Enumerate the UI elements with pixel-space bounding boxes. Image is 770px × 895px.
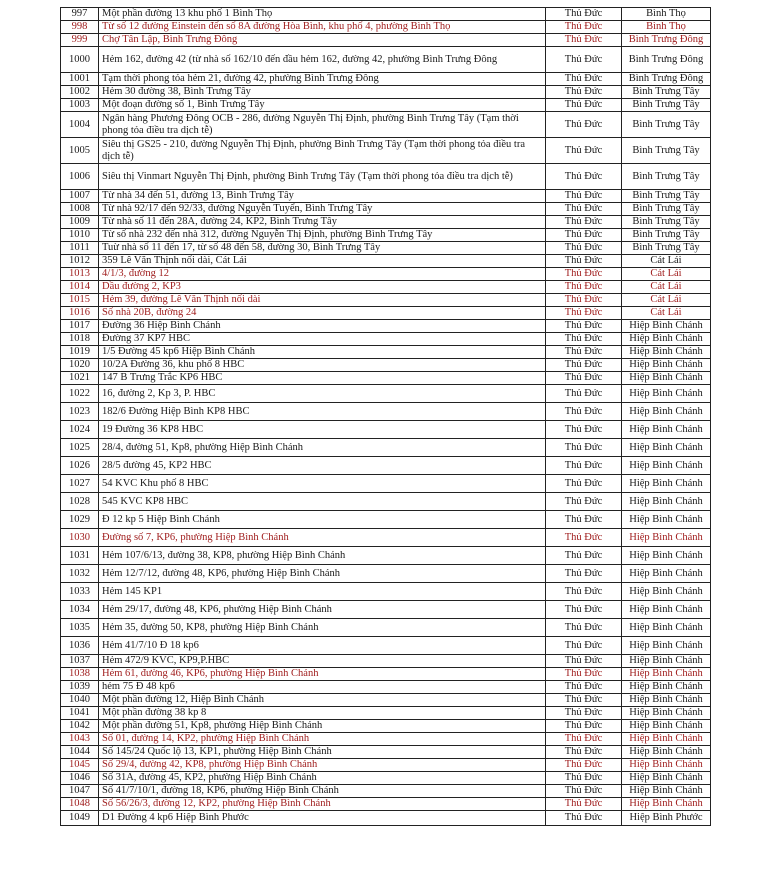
ward-cell: Hiệp Bình Chánh: [622, 733, 711, 746]
address-cell: 19 Đường 36 KP8 HBC: [99, 421, 546, 439]
row-number: 1017: [61, 320, 99, 333]
row-number: 1046: [61, 772, 99, 785]
district-cell: Thủ Đức: [546, 281, 622, 294]
ward-cell: Bình Trưng Tây: [622, 99, 711, 112]
ward-cell: Cát Lái: [622, 307, 711, 320]
address-cell: 4/1/3, đường 12: [99, 268, 546, 281]
row-number: 1047: [61, 785, 99, 798]
ward-cell: Hiệp Bình Chánh: [622, 547, 711, 565]
ward-cell: Bình Trưng Tây: [622, 203, 711, 216]
row-number: 1034: [61, 601, 99, 619]
district-cell: Thủ Đức: [546, 190, 622, 203]
district-cell: Thủ Đức: [546, 164, 622, 190]
row-number: 998: [61, 21, 99, 34]
district-cell: Thủ Đức: [546, 733, 622, 746]
district-cell: Thủ Đức: [546, 694, 622, 707]
row-number: 1014: [61, 281, 99, 294]
row-number: 1043: [61, 733, 99, 746]
address-cell: Hẻm 107/6/13, đường 38, KP8, phường Hiệp Bình Chánh: [99, 547, 546, 565]
ward-cell: Hiệp Bình Chánh: [622, 565, 711, 583]
table-row: [61, 637, 711, 655]
district-cell: Thủ Đức: [546, 99, 622, 112]
table-row: [61, 372, 711, 385]
row-number: 1036: [61, 637, 99, 655]
row-number: 1022: [61, 385, 99, 403]
district-cell: Thủ Đức: [546, 372, 622, 385]
table-row: [61, 421, 711, 439]
address-cell: 16, đường 2, Kp 3, P. HBC: [99, 385, 546, 403]
table-row: [61, 268, 711, 281]
ward-cell: Hiệp Bình Chánh: [622, 493, 711, 511]
district-cell: Thủ Đức: [546, 668, 622, 681]
district-cell: Thủ Đức: [546, 565, 622, 583]
address-cell: D1 Đường 4 kp6 Hiệp Bình Phước: [99, 811, 546, 826]
address-cell: Số 145/24 Quốc lộ 13, KP1, phường Hiệp Bình Chánh: [99, 746, 546, 759]
table-row: [61, 34, 711, 47]
district-cell: Thủ Đức: [546, 759, 622, 772]
district-cell: Thủ Đức: [546, 457, 622, 475]
row-number: 1012: [61, 255, 99, 268]
row-number: 1045: [61, 759, 99, 772]
table-row: [61, 307, 711, 320]
ward-cell: Hiệp Bình Chánh: [622, 798, 711, 811]
address-cell: 1/5 Đường 45 kp6 Hiệp Bình Chánh: [99, 346, 546, 359]
district-cell: Thủ Đức: [546, 73, 622, 86]
row-number: 1011: [61, 242, 99, 255]
table-row: [61, 619, 711, 637]
ward-cell: Hiệp Bình Chánh: [622, 668, 711, 681]
row-number: 1026: [61, 457, 99, 475]
ward-cell: Hiệp Bình Chánh: [622, 601, 711, 619]
address-cell: Đ 12 kp 5 Hiệp Bình Chánh: [99, 511, 546, 529]
table-row: [61, 668, 711, 681]
district-cell: Thủ Đức: [546, 785, 622, 798]
row-number: 1006: [61, 164, 99, 190]
address-cell: Từ nhà số 11 đến 28A, đường 24, KP2, Bình Trưng Tây: [99, 216, 546, 229]
ward-cell: Hiệp Bình Chánh: [622, 475, 711, 493]
ward-cell: Hiệp Bình Chánh: [622, 529, 711, 547]
ward-cell: Hiệp Bình Chánh: [622, 720, 711, 733]
address-cell: 545 KVC KP8 HBC: [99, 493, 546, 511]
district-cell: Thủ Đức: [546, 8, 622, 21]
ward-cell: Hiệp Bình Chánh: [622, 333, 711, 346]
table-row: [61, 811, 711, 826]
row-number: 1009: [61, 216, 99, 229]
row-number: 1016: [61, 307, 99, 320]
table-row: [61, 733, 711, 746]
row-number: 1025: [61, 439, 99, 457]
row-number: 1040: [61, 694, 99, 707]
district-cell: Thủ Đức: [546, 421, 622, 439]
ward-cell: Bình Trưng Đông: [622, 73, 711, 86]
ward-cell: Hiệp Bình Chánh: [622, 655, 711, 668]
district-cell: Thủ Đức: [546, 619, 622, 637]
district-cell: Thủ Đức: [546, 529, 622, 547]
address-cell: Ngân hàng Phương Đông OCB - 286, đường Nguyễn Thị Định, phường Bình Trưng Tây (Tạm thời phong tỏa điều tra dịch tễ): [99, 112, 546, 138]
address-cell: Số 56/26/3, đường 12, KP2, phường Hiệp Bình Chánh: [99, 798, 546, 811]
table-row: [61, 583, 711, 601]
address-cell: Chợ Tân Lập, Bình Trưng Đông: [99, 34, 546, 47]
row-number: 1023: [61, 403, 99, 421]
district-cell: Thủ Đức: [546, 21, 622, 34]
address-cell: Từ nhà 34 đến 51, đường 13, Bình Trưng Tây: [99, 190, 546, 203]
district-cell: Thủ Đức: [546, 637, 622, 655]
district-cell: Thủ Đức: [546, 583, 622, 601]
district-cell: Thủ Đức: [546, 138, 622, 164]
address-cell: Từ số 12 đường Einstein đến số 8A đường Hòa Bình, khu phố 4, phường Bình Thọ: [99, 21, 546, 34]
row-number: 1048: [61, 798, 99, 811]
table-row: [61, 21, 711, 34]
district-cell: Thủ Đức: [546, 798, 622, 811]
row-number: 1008: [61, 203, 99, 216]
ward-cell: Bình Trưng Tây: [622, 229, 711, 242]
ward-cell: Hiệp Bình Chánh: [622, 785, 711, 798]
ward-cell: Hiệp Bình Chánh: [622, 511, 711, 529]
table-row: [61, 255, 711, 268]
row-number: 1041: [61, 707, 99, 720]
ward-cell: Cát Lái: [622, 268, 711, 281]
ward-cell: Bình Trưng Tây: [622, 164, 711, 190]
district-cell: Thủ Đức: [546, 216, 622, 229]
table-row: [61, 359, 711, 372]
address-cell: Hẻm 39, đường Lê Văn Thịnh nối dài: [99, 294, 546, 307]
table-row: [61, 281, 711, 294]
row-number: 1013: [61, 268, 99, 281]
address-cell: Tuừ nhà số 11 đến 17, từ số 48 đến 58, đường 30, Bình Trưng Tây: [99, 242, 546, 255]
address-cell: hẻm 75 Đ 48 kp6: [99, 681, 546, 694]
address-cell: Hẻm 162, đường 42 (từ nhà số 162/10 đến đầu hẻm 162, đường 42, phường Bình Trưng Đông: [99, 47, 546, 73]
district-cell: Thủ Đức: [546, 333, 622, 346]
row-number: 1038: [61, 668, 99, 681]
table-body: [61, 8, 711, 826]
row-number: 1020: [61, 359, 99, 372]
district-cell: Thủ Đức: [546, 294, 622, 307]
ward-cell: Hiệp Bình Chánh: [622, 421, 711, 439]
address-cell: Đường 37 KP7 HBC: [99, 333, 546, 346]
district-cell: Thủ Đức: [546, 655, 622, 668]
row-number: 999: [61, 34, 99, 47]
table-row: [61, 457, 711, 475]
ward-cell: Bình Thọ: [622, 21, 711, 34]
row-number: 1000: [61, 47, 99, 73]
address-cell: Một phần đường 38 kp 8: [99, 707, 546, 720]
table-row: [61, 86, 711, 99]
lockdown-locations-table: [60, 7, 711, 826]
table-row: [61, 138, 711, 164]
table-row: [61, 707, 711, 720]
district-cell: Thủ Đức: [546, 475, 622, 493]
ward-cell: Hiệp Bình Chánh: [622, 619, 711, 637]
address-cell: Từ nhà 92/17 đến 92/33, đường Nguyễn Tuyển, Bình Trưng Tây: [99, 203, 546, 216]
table-row: [61, 242, 711, 255]
district-cell: Thủ Đức: [546, 320, 622, 333]
ward-cell: Hiệp Bình Chánh: [622, 681, 711, 694]
ward-cell: Bình Trưng Đông: [622, 34, 711, 47]
address-cell: Tạm thời phong tỏa hẻm 21, đường 42, phường Bình Trưng Đông: [99, 73, 546, 86]
row-number: 1031: [61, 547, 99, 565]
table-row: [61, 601, 711, 619]
district-cell: Thủ Đức: [546, 811, 622, 826]
address-cell: Một phần đường 12, Hiệp Bình Chánh: [99, 694, 546, 707]
table-row: [61, 346, 711, 359]
table-row: [61, 681, 711, 694]
address-cell: Hẻm 12/7/12, đường 48, KP6, phường Hiệp Bình Chánh: [99, 565, 546, 583]
ward-cell: Bình Trưng Đông: [622, 47, 711, 73]
address-cell: Từ số nhà 232 đến nhà 312, đường Nguyễn Thị Định, phường Bình Trưng Tây: [99, 229, 546, 242]
row-number: 1001: [61, 73, 99, 86]
ward-cell: Bình Trưng Tây: [622, 242, 711, 255]
row-number: 1010: [61, 229, 99, 242]
row-number: 1021: [61, 372, 99, 385]
address-cell: 28/5 đường 45, KP2 HBC: [99, 457, 546, 475]
address-cell: Một đoạn đường số 1, Bình Trưng Tây: [99, 99, 546, 112]
table-row: [61, 493, 711, 511]
address-cell: Số nhà 20B, đường 24: [99, 307, 546, 320]
ward-cell: Bình Trưng Tây: [622, 216, 711, 229]
table-row: [61, 511, 711, 529]
district-cell: Thủ Đức: [546, 86, 622, 99]
address-cell: Số 01, đường 14, KP2, phường Hiệp Bình Chánh: [99, 733, 546, 746]
table-row: [61, 73, 711, 86]
ward-cell: Cát Lái: [622, 294, 711, 307]
district-cell: Thủ Đức: [546, 439, 622, 457]
district-cell: Thủ Đức: [546, 601, 622, 619]
ward-cell: Hiệp Bình Chánh: [622, 385, 711, 403]
table-row: [61, 785, 711, 798]
table-row: [61, 320, 711, 333]
ward-cell: Hiệp Bình Chánh: [622, 707, 711, 720]
table-row: [61, 333, 711, 346]
ward-cell: Bình Trưng Tây: [622, 138, 711, 164]
table-row: [61, 294, 711, 307]
row-number: 1015: [61, 294, 99, 307]
ward-cell: Hiệp Bình Chánh: [622, 694, 711, 707]
table-row: [61, 798, 711, 811]
address-cell: Dầu đường 2, KP3: [99, 281, 546, 294]
ward-cell: Hiệp Bình Chánh: [622, 372, 711, 385]
ward-cell: Hiệp Bình Chánh: [622, 637, 711, 655]
row-number: 1024: [61, 421, 99, 439]
row-number: 997: [61, 8, 99, 21]
ward-cell: Hiệp Bình Chánh: [622, 772, 711, 785]
district-cell: Thủ Đức: [546, 403, 622, 421]
row-number: 1037: [61, 655, 99, 668]
ward-cell: Hiệp Bình Chánh: [622, 457, 711, 475]
table-row: [61, 112, 711, 138]
table-row: [61, 190, 711, 203]
row-number: 1030: [61, 529, 99, 547]
table-row: [61, 203, 711, 216]
district-cell: Thủ Đức: [546, 493, 622, 511]
table-row: [61, 547, 711, 565]
address-cell: Siêu thị Vinmart Nguyễn Thị Định, phường Bình Trưng Tây (Tạm thời phong tỏa điều tra dịch tễ): [99, 164, 546, 190]
address-cell: Đường 36 Hiệp Bình Chánh: [99, 320, 546, 333]
district-cell: Thủ Đức: [546, 307, 622, 320]
row-number: 1032: [61, 565, 99, 583]
ward-cell: Hiệp Bình Chánh: [622, 320, 711, 333]
table-row: [61, 565, 711, 583]
table-row: [61, 720, 711, 733]
district-cell: Thủ Đức: [546, 268, 622, 281]
district-cell: Thủ Đức: [546, 255, 622, 268]
address-cell: Một phần đường 51, Kp8, phường Hiệp Bình Chánh: [99, 720, 546, 733]
district-cell: Thủ Đức: [546, 112, 622, 138]
address-cell: 10/2A Đường 36, khu phố 8 HBC: [99, 359, 546, 372]
row-number: 1049: [61, 811, 99, 826]
row-number: 1005: [61, 138, 99, 164]
ward-cell: Hiệp Bình Chánh: [622, 346, 711, 359]
table-row: [61, 403, 711, 421]
address-cell: Hẻm 35, đường 50, KP8, phường Hiệp Bình Chánh: [99, 619, 546, 637]
table-row: [61, 216, 711, 229]
ward-cell: Cát Lái: [622, 255, 711, 268]
row-number: 1019: [61, 346, 99, 359]
address-cell: Hẻm 61, đường 46, KP6, phường Hiệp Bình Chánh: [99, 668, 546, 681]
ward-cell: Bình Trưng Tây: [622, 190, 711, 203]
district-cell: Thủ Đức: [546, 772, 622, 785]
district-cell: Thủ Đức: [546, 229, 622, 242]
address-cell: Đường số 7, KP6, phường Hiệp Bình Chánh: [99, 529, 546, 547]
district-cell: Thủ Đức: [546, 707, 622, 720]
row-number: 1039: [61, 681, 99, 694]
district-cell: Thủ Đức: [546, 720, 622, 733]
address-cell: 54 KVC Khu phố 8 HBC: [99, 475, 546, 493]
row-number: 1002: [61, 86, 99, 99]
table-row: [61, 475, 711, 493]
address-cell: 147 B Trưng Trắc KP6 HBC: [99, 372, 546, 385]
table-row: [61, 385, 711, 403]
table-row: [61, 772, 711, 785]
table-row: [61, 229, 711, 242]
table-row: [61, 694, 711, 707]
district-cell: Thủ Đức: [546, 359, 622, 372]
address-cell: Một phần đường 13 khu phố 1 Bình Thọ: [99, 8, 546, 21]
ward-cell: Bình Trưng Tây: [622, 112, 711, 138]
row-number: 1029: [61, 511, 99, 529]
row-number: 1004: [61, 112, 99, 138]
district-cell: Thủ Đức: [546, 47, 622, 73]
ward-cell: Hiệp Bình Chánh: [622, 746, 711, 759]
table-row: [61, 529, 711, 547]
row-number: 1042: [61, 720, 99, 733]
address-cell: Hẻm 145 KP1: [99, 583, 546, 601]
ward-cell: Hiệp Bình Phước: [622, 811, 711, 826]
district-cell: Thủ Đức: [546, 346, 622, 359]
address-cell: 182/6 Đường Hiệp Bình KP8 HBC: [99, 403, 546, 421]
ward-cell: Hiệp Bình Chánh: [622, 439, 711, 457]
row-number: 1028: [61, 493, 99, 511]
ward-cell: Hiệp Bình Chánh: [622, 359, 711, 372]
table-row: [61, 164, 711, 190]
district-cell: Thủ Đức: [546, 746, 622, 759]
address-cell: Hẻm 29/17, đường 48, KP6, phường Hiệp Bình Chánh: [99, 601, 546, 619]
row-number: 1035: [61, 619, 99, 637]
table-row: [61, 8, 711, 21]
address-cell: 28/4, đường 51, Kp8, phường Hiệp Bình Chánh: [99, 439, 546, 457]
district-cell: Thủ Đức: [546, 242, 622, 255]
district-cell: Thủ Đức: [546, 681, 622, 694]
district-cell: Thủ Đức: [546, 511, 622, 529]
ward-cell: Bình Trưng Tây: [622, 86, 711, 99]
ward-cell: Cát Lái: [622, 281, 711, 294]
table-row: [61, 47, 711, 73]
table-row: [61, 746, 711, 759]
row-number: 1033: [61, 583, 99, 601]
district-cell: Thủ Đức: [546, 385, 622, 403]
address-cell: Hẻm 472/9 KVC, KP9,P.HBC: [99, 655, 546, 668]
row-number: 1003: [61, 99, 99, 112]
district-cell: Thủ Đức: [546, 547, 622, 565]
address-cell: Số 41/7/10/1, đường 18, KP6, phường Hiệp Bình Chánh: [99, 785, 546, 798]
table-row: [61, 759, 711, 772]
table-row: [61, 655, 711, 668]
address-cell: 359 Lê Văn Thịnh nối dài, Cát Lái: [99, 255, 546, 268]
row-number: 1044: [61, 746, 99, 759]
row-number: 1018: [61, 333, 99, 346]
row-number: 1027: [61, 475, 99, 493]
district-cell: Thủ Đức: [546, 34, 622, 47]
address-cell: Siêu thị GS25 - 210, đường Nguyễn Thị Định, phường Bình Trưng Tây (Tạm thời phong tỏa điều tra dịch tễ): [99, 138, 546, 164]
address-cell: Hẻm 30 đường 38, Bình Trưng Tây: [99, 86, 546, 99]
ward-cell: Hiệp Bình Chánh: [622, 583, 711, 601]
address-cell: Số 29/4, đường 42, KP8, phường Hiệp Bình Chánh: [99, 759, 546, 772]
address-cell: Số 31A, đường 45, KP2, phường Hiệp Bình Chánh: [99, 772, 546, 785]
ward-cell: Hiệp Bình Chánh: [622, 403, 711, 421]
district-cell: Thủ Đức: [546, 203, 622, 216]
row-number: 1007: [61, 190, 99, 203]
table-row: [61, 439, 711, 457]
address-cell: Hẻm 41/7/10 Đ 18 kp6: [99, 637, 546, 655]
ward-cell: Bình Thọ: [622, 8, 711, 21]
ward-cell: Hiệp Bình Chánh: [622, 759, 711, 772]
table-row: [61, 99, 711, 112]
